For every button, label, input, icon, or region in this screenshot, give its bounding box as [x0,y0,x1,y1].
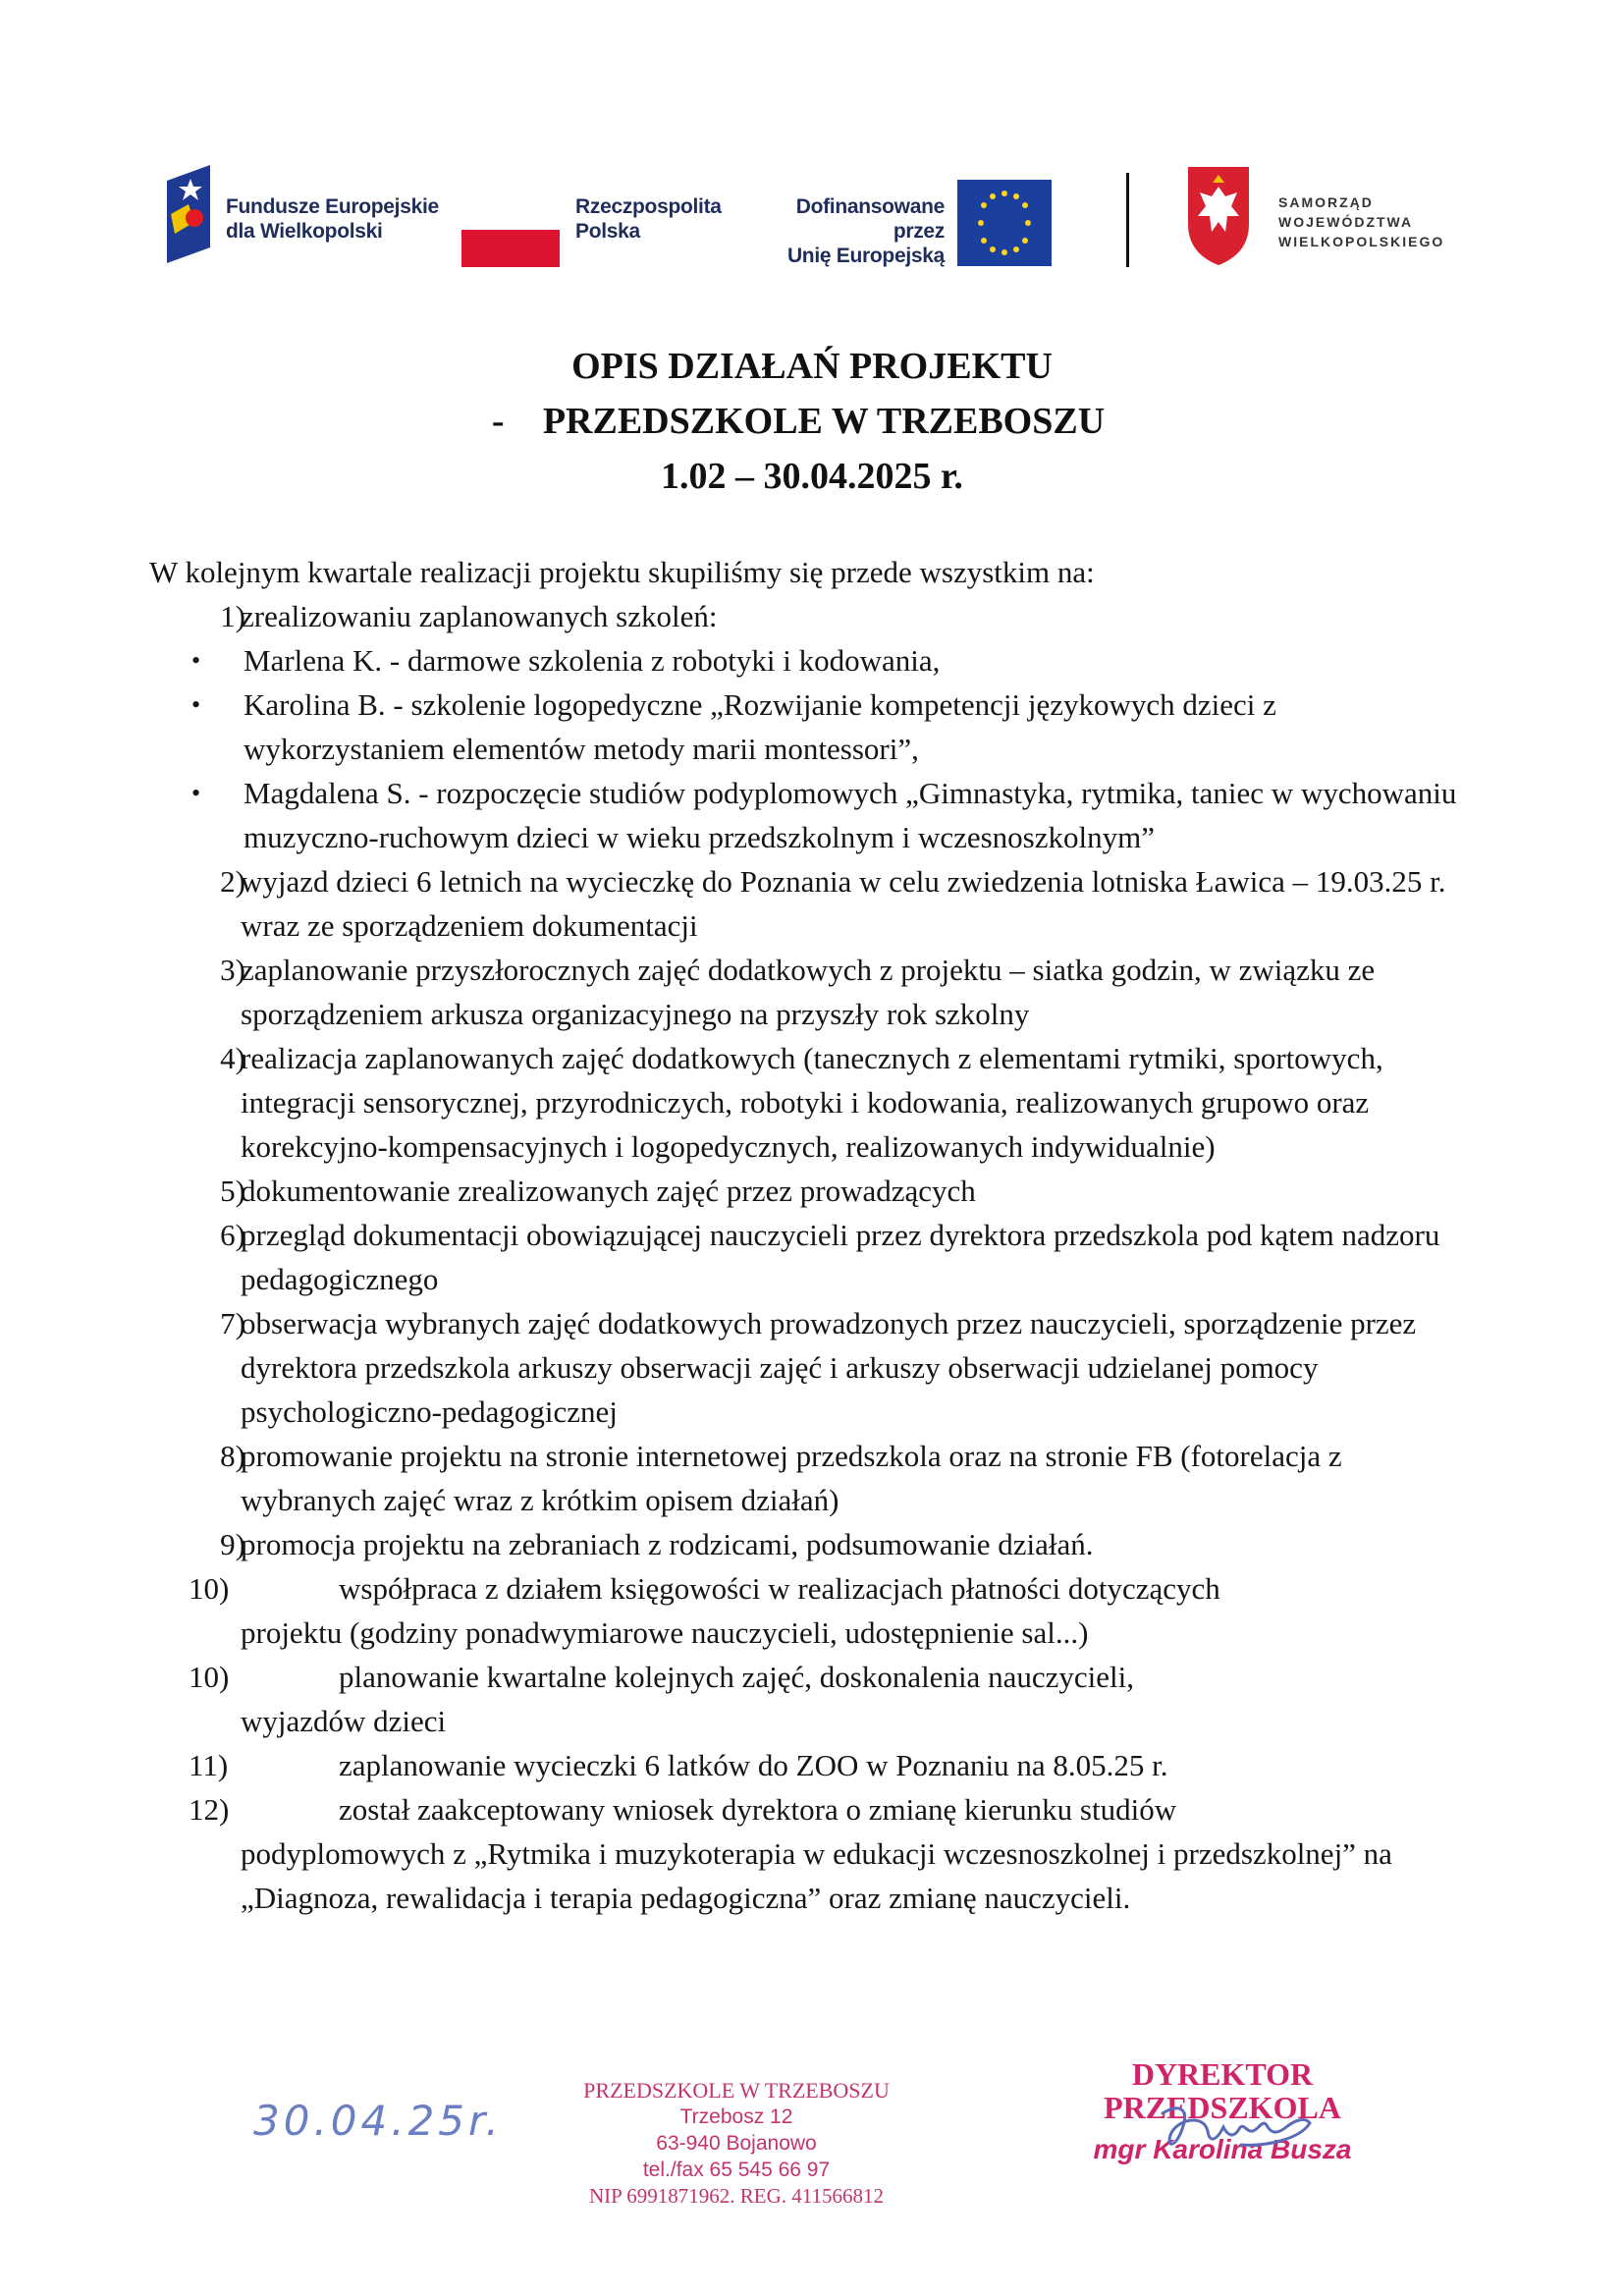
list-item-number: 5) [220,1174,245,1208]
list-item-number: 11) [189,1748,229,1782]
list-item-text: promowanie projektu na stronie internetowej przedszkola oraz na stronie FB (fotorelacja z wybranych zajęć wraz z krótkim opisem działań) [241,1439,1342,1517]
list-item-number: 10) [189,1660,230,1694]
list-item [147,1743,1463,1787]
list-item [147,594,1463,638]
bullet-icon: • [191,646,201,675]
logo-divider [1126,173,1129,267]
fundusze-europejskie-logo-icon [167,165,218,263]
handwritten-date: 30.04.25r. [253,2097,503,2145]
list-item-number: 8) [220,1439,245,1473]
rp-logo-text: Rzeczpospolita Polska [575,195,722,243]
list-item-number: 7) [220,1306,245,1340]
handwritten-signature [1149,2090,1316,2168]
list-item-text: przegląd dokumentacji obowiązującej nauczycieli przez dyrektora przedszkola pod kątem nadzoru pedagogicznego [241,1218,1440,1296]
list-item-number: 9) [220,1527,245,1561]
list-item [147,859,1463,948]
list-item-text: realizacja zaplanowanych zajęć dodatkowych (tanecznych z elementami rytmiki, sportowych, integracji sensorycznej, przyrodniczych, robotyki i kodowania, realizowanych grupowo oraz korekcyjno-kompensacyjnych i logopedycznych, realizowanych indywidualnie) [241,1041,1383,1164]
list-item-text-cont: projektu (godziny ponadwymiarowe nauczycieli, udostępnienie sal...) [241,1615,1089,1650]
bullet-icon: • [191,690,201,719]
list-item [147,1522,1463,1566]
list-item-text: planowanie kwartalne kolejnych zajęć, doskonalenia nauczycieli, [339,1660,1134,1694]
list-item-number: 6) [220,1218,245,1252]
list-item-text-cont: wyjazdów dzieci [241,1704,447,1738]
list-item [147,948,1463,1036]
list-item [147,1301,1463,1434]
list-item-number: 4) [220,1041,245,1075]
intro-paragraph: W kolejnym kwartale realizacji projektu skupiliśmy się przede wszystkim na: [149,555,1095,589]
list-item-number: 3) [220,953,245,987]
bullet-text: Karolina B. - szkolenie logopedyczne „Rozwijanie kompetencji językowych dzieci z wykorzystaniem elementów metody marii montessori”, [244,687,1276,766]
title-line-1: OPIS DZIAŁAŃ PROJEKTU [571,346,1053,387]
document-title [0,339,1624,504]
eu-flag-icon [957,180,1052,266]
title-line-2: - PRZEDSZKOLE W TRZEBOSZU [12,394,1624,449]
logo-bar [0,0,1624,295]
list-item [147,1169,1463,1213]
bullet-text: Marlena K. - darmowe szkolenia z robotyki i kodowania, [244,643,941,678]
bullet-text: Magdalena S. - rozpoczęcie studiów podyplomowych „Gimnastyka, rytmika, taniec w wychowaniu muzyczno-ruchowym dzieci w wieku przedszkolnym i wczesnoszkolnym” [244,776,1457,854]
list-item-text: zrealizowaniu zaplanowanych szkoleń: [241,599,718,633]
bullet-item [147,638,1463,683]
list-item [147,1655,1463,1743]
list-item-text-cont: podyplomowych z „Rytmika i muzykoterapia w edukacji wczesnoszkolnej i przedszkolnej” na „Diagnoza, rewalidacja i terapia pedagogiczna” oraz zmianę nauczycieli. [241,1836,1392,1915]
wielkopolska-logo-text: SAMORZĄD WOJEWÓDZTWA WIELKOPOLSKIEGO [1278,194,1445,249]
list-item-text: obserwacja wybranych zajęć dodatkowych prowadzonych przez nauczycieli, sporządzenie przez dyrektora przedszkola arkuszy obserwacji zajęć i arkuszy obserwacji udzielanej pomocy psychologiczno-pedagogicznej [241,1306,1417,1429]
list-item-number: 10) [189,1571,230,1606]
list-item-text: zaplanowanie wycieczki 6 latków do ZOO w Poznaniu na 8.05.25 r. [339,1748,1168,1782]
bullet-item [147,683,1463,771]
list-item [147,1036,1463,1169]
title-period: 1.02 – 30.04.2025 r. [661,456,963,497]
eu-logo-text: Dofinansowane przez Unię Europejską [786,195,945,267]
list-item-text: został zaakceptowany wniosek dyrektora o zmianę kierunku studiów [339,1792,1177,1827]
director-stamp: DYREKTOR PRZEDSZKOLA mgr Karolina Busza [1093,2056,1352,2164]
list-item-text: zaplanowanie przyszłorocznych zajęć dodatkowych z projektu – siatka godzin, w związku ze sporządzeniem arkusza organizacyjnego na przyszły rok szkolny [241,953,1376,1031]
title-dash: - [491,401,505,442]
institution-stamp: PRZEDSZKOLE W TRZEBOSZU Trzebosz 12 63-940 Bojanowo tel./fax 65 545 66 97 NIP 6991871962. REG. 411566812 [583,2078,890,2208]
wielkopolska-crest-icon [1186,165,1251,267]
polish-flag-icon [461,222,560,267]
list-item-number: 2) [220,864,245,899]
list-item-number: 12) [189,1792,230,1827]
list-item-number: 1) [220,599,245,633]
list-item [147,1787,1463,1920]
list-item-text: promocja projektu na zebraniach z rodzicami, podsumowanie działań. [241,1527,1094,1561]
bullet-icon: • [191,779,201,807]
list-item-text: współpraca z działem księgowości w realizacjach płatności dotyczących [339,1571,1220,1606]
bullet-item [147,771,1463,859]
fe-logo-text: Fundusze Europejskie dla Wielkopolski [226,195,439,243]
document-body [147,550,1463,1920]
list-item-text: wyjazd dzieci 6 letnich na wycieczkę do Poznania w celu zwiedzenia lotniska Ławica – 19.03.25 r. wraz ze sporządzeniem dokumentacji [241,864,1446,943]
list-item [147,1566,1463,1655]
list-item [147,1434,1463,1522]
list-item-text: dokumentowanie zrealizowanych zajęć przez prowadzących [241,1174,976,1208]
list-item [147,1213,1463,1301]
